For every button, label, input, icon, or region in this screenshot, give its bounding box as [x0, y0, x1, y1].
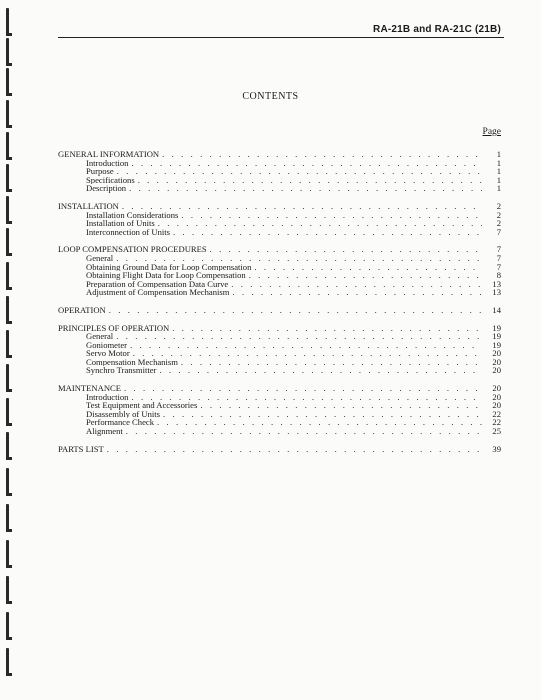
toc-section-heading [58, 245, 501, 254]
page-number: 19 [492, 332, 501, 341]
page-title: CONTENTS [242, 91, 299, 102]
dot-leader [163, 410, 482, 419]
page-number: 7 [496, 245, 501, 254]
toc-entry-label: Specifications [86, 175, 135, 185]
toc-entry-label: Description [86, 184, 127, 193]
page-number: 39 [492, 444, 501, 454]
page-number: 1 [496, 184, 501, 193]
toc-entry-label: Alignment [86, 427, 123, 436]
dot-leader [231, 280, 482, 289]
toc-section-heading [58, 150, 501, 159]
dot-leader [249, 271, 482, 280]
toc-section-heading [58, 202, 501, 211]
dot-leader [159, 366, 482, 375]
toc-entry-label: Test Equipment and Accessories [86, 401, 198, 410]
page-column-label: Page [482, 127, 501, 137]
toc-entry [58, 418, 501, 427]
toc-entry-label: Purpose [86, 167, 114, 176]
header-rule [58, 37, 504, 38]
toc-entry [58, 341, 501, 350]
dot-leader [126, 427, 482, 436]
dot-leader [109, 306, 482, 315]
toc-entry [58, 219, 501, 228]
toc-entry [58, 393, 501, 402]
dot-leader [181, 211, 482, 220]
page-number: 13 [492, 279, 501, 289]
toc-entry-label: Introduction [86, 392, 129, 402]
toc-entry-label: Performance Check [86, 418, 155, 428]
dot-leader [122, 202, 482, 211]
binding-rings [0, 0, 22, 700]
document-id: RA-21B and RA-21C (21B) [373, 24, 501, 35]
toc-section-heading [58, 445, 501, 454]
toc-section [58, 202, 501, 236]
dot-leader [138, 176, 482, 185]
page-number: 20 [492, 401, 501, 410]
toc-entry-label: Obtaining Ground Data for Loop Compensation [86, 262, 252, 272]
dot-leader [232, 288, 482, 297]
page-number: 7 [496, 253, 501, 263]
toc-entry [58, 349, 501, 358]
dot-leader [116, 332, 482, 341]
dot-leader [117, 167, 482, 176]
dot-leader [172, 324, 482, 333]
page-number: 20 [492, 366, 501, 376]
toc-entry [58, 271, 501, 280]
page-number: 19 [492, 340, 501, 350]
toc-entry [58, 167, 501, 176]
toc-section-heading-label: PRINCIPLES OF OPERATION [58, 323, 170, 333]
page-number: 19 [492, 323, 501, 333]
toc-entry-label: Obtaining Flight Data for Loop Compensation [86, 271, 246, 280]
toc-entry [58, 401, 501, 410]
toc-section [58, 306, 501, 315]
page-number: 1 [496, 158, 501, 168]
toc-section-heading-label: INSTALLATION [58, 201, 119, 211]
dot-leader [173, 228, 482, 237]
dot-leader [124, 384, 482, 393]
page-number: 25 [492, 427, 501, 436]
toc-section [58, 324, 501, 376]
dot-leader [210, 245, 482, 254]
toc-entry [58, 332, 501, 341]
page-number: 8 [496, 271, 501, 280]
toc-section [58, 384, 501, 436]
toc-section-heading-label: GENERAL INFORMATION [58, 150, 160, 159]
dot-leader [133, 349, 482, 358]
dot-leader [129, 184, 482, 193]
page-number: 1 [496, 167, 501, 176]
toc-section [58, 245, 501, 297]
dot-leader [254, 263, 482, 272]
toc-entry [58, 410, 501, 419]
toc-entry [58, 427, 501, 436]
dot-leader [107, 445, 482, 454]
toc-entry [58, 280, 501, 289]
dot-leader [116, 254, 482, 263]
toc-section-heading [58, 384, 501, 393]
dot-leader [158, 219, 482, 228]
toc-section-heading-label: LOOP COMPENSATION PROCEDURES [58, 245, 207, 254]
toc-section-heading-label: MAINTENANCE [58, 384, 122, 393]
toc-entry-label: Goniometer [86, 340, 128, 350]
toc-section [58, 445, 501, 454]
toc-entry [58, 263, 501, 272]
toc-entry [58, 211, 501, 220]
toc-entry [58, 358, 501, 367]
page-number: 14 [492, 305, 501, 315]
dot-leader [130, 341, 482, 350]
toc-entry [58, 159, 501, 168]
toc-entry-label: Adjustment of Compensation Mechanism [86, 288, 230, 297]
toc-section-heading [58, 324, 501, 333]
page-number: 1 [496, 175, 501, 185]
toc-entry [58, 184, 501, 193]
table-of-contents [58, 150, 501, 462]
page-number: 2 [496, 219, 501, 228]
dot-leader [162, 150, 482, 159]
dot-leader [157, 418, 482, 427]
toc-entry-label: Introduction [86, 158, 129, 168]
dot-leader [200, 401, 482, 410]
toc-entry-label: Preparation of Compensation Data Curve [86, 279, 229, 289]
toc-entry-label: Installation Considerations [86, 210, 179, 220]
toc-entry [58, 254, 501, 263]
page-number: 20 [492, 349, 501, 358]
page-number: 22 [492, 418, 501, 428]
toc-entry-label: Servo Motor [86, 349, 130, 358]
toc-entry [58, 176, 501, 185]
page-number: 2 [496, 201, 501, 211]
toc-entry-label: General [86, 253, 114, 263]
toc-entry-label: Installation of Units [86, 219, 155, 228]
page-number: 20 [492, 357, 501, 367]
dot-leader [181, 358, 482, 367]
toc-entry [58, 366, 501, 375]
dot-leader [131, 159, 482, 168]
toc-entry [58, 288, 501, 297]
page-number: 20 [492, 392, 501, 402]
toc-entry-label: Interconnection of Units [86, 227, 171, 237]
toc-entry [58, 228, 501, 237]
page-number: 22 [492, 409, 501, 419]
toc-entry-label: General [86, 332, 114, 341]
dot-leader [131, 393, 482, 402]
toc-section-heading-label: OPERATION [58, 305, 106, 315]
toc-entry-label: Disassembly of Units [86, 409, 160, 419]
page-number: 1 [496, 150, 501, 159]
toc-section [58, 150, 501, 193]
page-number: 20 [492, 384, 501, 393]
toc-entry-label: Compensation Mechanism [86, 357, 178, 367]
toc-section-heading-label: PARTS LIST [58, 444, 104, 454]
toc-entry-label: Synchro Transmitter [86, 366, 157, 376]
page-number: 13 [492, 288, 501, 297]
page-number: 2 [496, 210, 501, 220]
page-number: 7 [496, 262, 501, 272]
page-number: 7 [496, 227, 501, 237]
toc-section-heading [58, 306, 501, 315]
